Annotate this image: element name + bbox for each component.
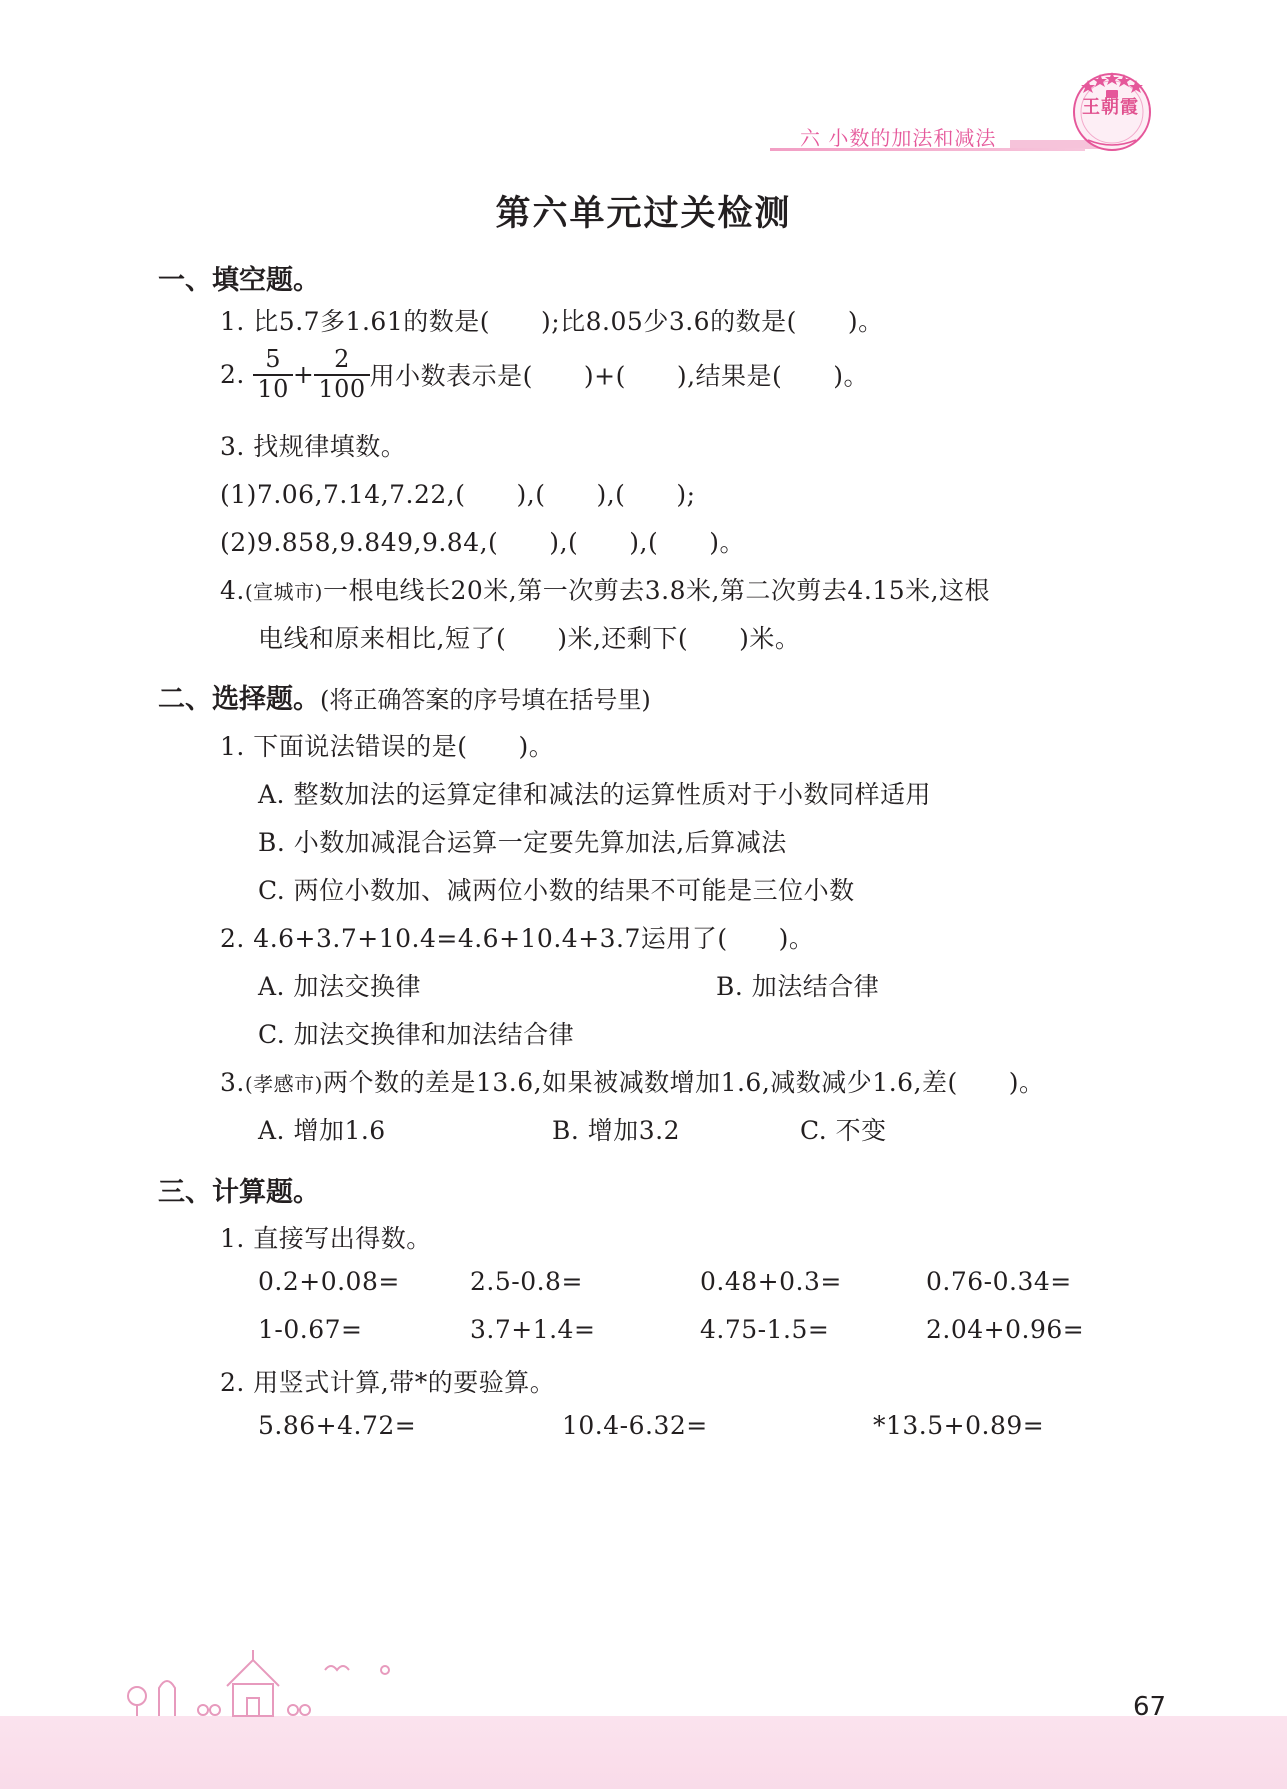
footer-band	[0, 1716, 1287, 1789]
page-title: 第六单元过关检测	[495, 194, 792, 234]
question-1-1: 1. 比5.7多1.61的数是( );比8.05少3.6的数是( )。	[220, 307, 884, 336]
calc-item: 2.04+0.96=	[926, 1315, 1085, 1344]
question-1-3-2: (2)9.858,9.849,9.84,( ),( ),( )。	[220, 528, 745, 557]
calc-item: 5.86+4.72=	[258, 1411, 417, 1440]
calc-item: 0.76-0.34=	[926, 1267, 1072, 1296]
calc-item: 0.48+0.3=	[700, 1267, 842, 1296]
option-2-2-c: C. 加法交换律和加法结合律	[258, 1020, 575, 1049]
question-3-1: 1. 直接写出得数。	[220, 1224, 432, 1253]
calc-item: 4.75-1.5=	[700, 1315, 830, 1344]
city-tag: (宣城市)	[244, 580, 323, 604]
calc-item: 0.2+0.08=	[258, 1267, 400, 1296]
city-tag: (孝感市)	[244, 1072, 323, 1096]
fraction-two-hundredths	[314, 346, 369, 403]
option-2-3-a: A. 增加1.6	[258, 1116, 386, 1145]
question-text: 两个数的差是13.6,如果被减数增加1.6,减数减少1.6,差( )。	[322, 1068, 1045, 1097]
question-3-2: 2. 用竖式计算,带*的要验算。	[220, 1368, 556, 1397]
question-2-2: 2. 4.6+3.7+10.4=4.6+10.4+3.7运用了( )。	[220, 924, 815, 953]
section-heading-fill-blank: 一、填空题。	[158, 265, 320, 296]
section-heading-choice	[158, 677, 651, 716]
question-1-3-1: (1)7.06,7.14,7.22,( ),( ),( );	[220, 480, 696, 509]
seal-name: 王朝霞	[1082, 97, 1139, 118]
question-2-3	[220, 1063, 1045, 1099]
question-text: 一根电线长20米,第一次剪去3.8米,第二次剪去4.15米,这根	[322, 576, 991, 605]
plus-sign: +	[292, 360, 315, 390]
page-number: 67	[1133, 1692, 1167, 1722]
calc-item: 1-0.67=	[258, 1315, 363, 1344]
option-2-2-a: A. 加法交换律	[258, 972, 421, 1001]
option-2-2-b: B. 加法结合律	[716, 972, 880, 1001]
option-2-1-a: A. 整数加法的运算定律和减法的运算性质对于小数同样适用	[258, 780, 931, 809]
question-1-4-line2: 电线和原来相比,短了( )米,还剩下( )米。	[258, 624, 801, 653]
option-2-3-b: B. 增加3.2	[552, 1116, 681, 1145]
chapter-title: 六 小数的加法和减法	[800, 126, 997, 150]
question-number: 4.	[220, 576, 245, 605]
section-note: (将正确答案的序号填在括号里)	[320, 686, 651, 714]
calc-item: 10.4-6.32=	[562, 1411, 708, 1440]
option-2-3-c: C. 不变	[800, 1116, 887, 1145]
question-2-1: 1. 下面说法错误的是( )。	[220, 732, 555, 761]
question-number: 3.	[220, 1068, 245, 1097]
fraction-denominator: 100	[318, 374, 366, 403]
calc-item: 3.7+1.4=	[470, 1315, 596, 1344]
calc-item: *13.5+0.89=	[873, 1411, 1045, 1440]
question-1-4	[220, 571, 990, 607]
fraction-numerator: 5	[253, 346, 293, 376]
option-2-1-c: C. 两位小数加、减两位小数的结果不可能是三位小数	[258, 876, 855, 905]
question-text: 用小数表示是( )+( ),结果是( )。	[369, 361, 870, 391]
fraction-denominator: 10	[257, 374, 289, 403]
fraction-numerator: 2	[314, 346, 369, 376]
question-1-2	[220, 346, 869, 403]
question-number: 2.	[220, 360, 245, 390]
fraction-five-tenths	[253, 346, 293, 403]
option-2-1-b: B. 小数加减混合运算一定要先算加法,后算减法	[258, 828, 787, 857]
house-decoration-icon	[115, 1640, 415, 1720]
section-heading-calculation: 三、计算题。	[158, 1177, 320, 1208]
section-title: 二、选择题。	[158, 684, 320, 715]
question-1-3: 3. 找规律填数。	[220, 432, 407, 461]
calc-item: 2.5-0.8=	[470, 1267, 583, 1296]
